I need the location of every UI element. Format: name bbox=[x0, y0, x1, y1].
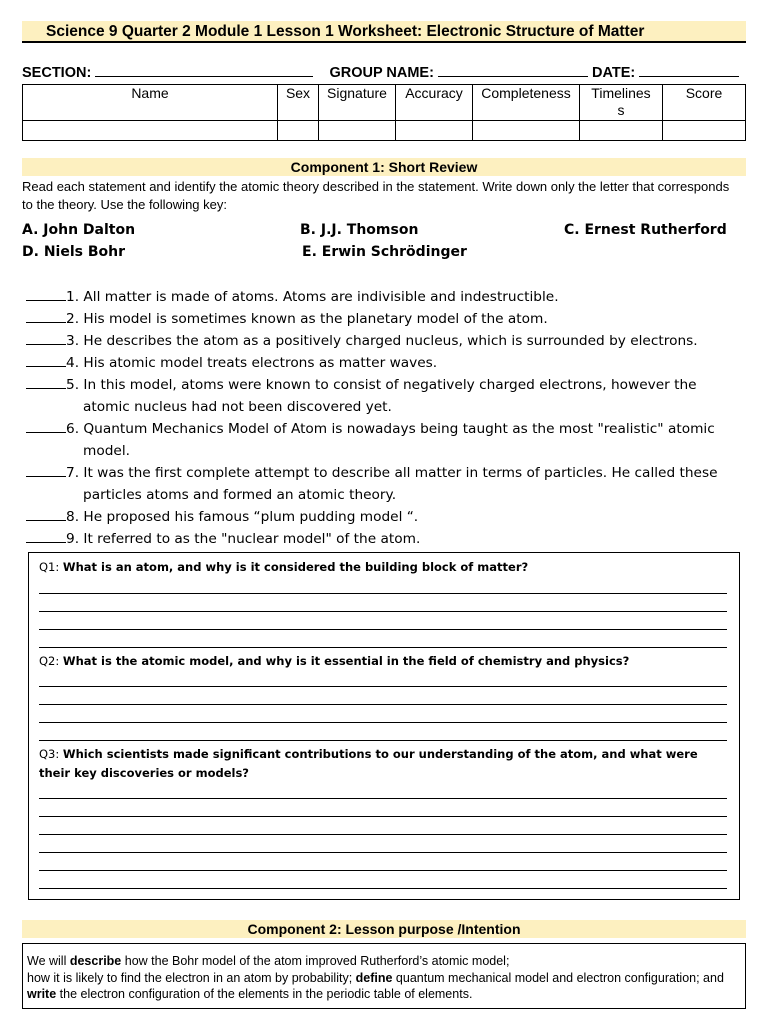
question-1: Q1: What is an atom, and why is it considered the building block of matter? bbox=[39, 560, 529, 574]
lesson-purpose bbox=[22, 943, 746, 1009]
question-3: Q3: Which scientists made significant contributions to our understanding of the atom, and what were their key discoveries or models? bbox=[39, 747, 698, 780]
answer-line[interactable] bbox=[39, 611, 727, 612]
header-accuracy: Accuracy bbox=[396, 85, 473, 121]
item-text: 5. In this model, atoms were known to consist of negatively charged electrons, however the bbox=[66, 377, 697, 393]
header-timeliness bbox=[580, 85, 663, 121]
answer-line[interactable] bbox=[39, 888, 727, 889]
answer-blank[interactable] bbox=[26, 286, 66, 301]
answer-line[interactable] bbox=[39, 593, 727, 594]
purpose-text: how it is likely to find the electron in an atom by probability; bbox=[27, 970, 356, 985]
component1-heading: Component 1: Short Review bbox=[22, 158, 746, 176]
header-timeliness-line2: s bbox=[617, 102, 625, 118]
item-text: 3. He describes the atom as a positively charged nucleus, which is surrounded by electrons. bbox=[66, 333, 698, 349]
review-item bbox=[26, 462, 746, 506]
key-c: C. Ernest Rutherford bbox=[564, 222, 727, 238]
review-item bbox=[26, 374, 746, 418]
review-item bbox=[26, 528, 746, 550]
review-item bbox=[26, 286, 746, 308]
entry-completeness-cell[interactable] bbox=[473, 121, 580, 141]
purpose-bold: write bbox=[27, 987, 57, 1001]
review-item bbox=[26, 308, 746, 330]
item-text: 8. He proposed his famous “plum pudding model “. bbox=[66, 509, 419, 525]
review-item bbox=[26, 506, 746, 528]
section-blank[interactable] bbox=[95, 64, 313, 77]
answer-line[interactable] bbox=[39, 686, 727, 687]
question-label: Q1 bbox=[39, 560, 56, 574]
answer-blank[interactable] bbox=[26, 418, 66, 433]
group-name-blank[interactable] bbox=[438, 64, 588, 77]
worksheet-title: Science 9 Quarter 2 Module 1 Lesson 1 Worksheet: Electronic Structure of Matter bbox=[22, 21, 746, 43]
entry-accuracy-cell[interactable] bbox=[396, 121, 473, 141]
question-label: Q2 bbox=[39, 654, 56, 668]
answer-line[interactable] bbox=[39, 852, 727, 853]
item-text: 2. His model is sometimes known as the planetary model of the atom. bbox=[66, 311, 548, 327]
entry-sex-cell[interactable] bbox=[278, 121, 319, 141]
question-text: What is an atom, and why is it considered the building block of matter? bbox=[62, 560, 529, 574]
section-label: SECTION: bbox=[22, 65, 92, 81]
date-blank[interactable] bbox=[639, 64, 739, 77]
grading-entry-row bbox=[23, 121, 746, 141]
item-text: 1. All matter is made of atoms. Atoms are indivisible and indestructible. bbox=[66, 289, 559, 305]
entry-name-cell[interactable] bbox=[23, 121, 278, 141]
item-text-continued: particles atoms and formed an atomic theory. bbox=[83, 487, 397, 503]
purpose-text: quantum mechanical model and electron configuration; and bbox=[392, 970, 724, 985]
date-label: DATE: bbox=[591, 65, 636, 81]
grading-header-row bbox=[23, 85, 746, 121]
header-timeliness-line1: Timelines bbox=[591, 85, 651, 101]
entry-timeliness-cell[interactable] bbox=[580, 121, 663, 141]
item-text-continued: atomic nucleus had not been discovered yet. bbox=[83, 399, 392, 415]
purpose-text: the electron configuration of the elements in the periodic table of elements. bbox=[56, 987, 473, 1001]
questions-box bbox=[28, 552, 740, 900]
question-text: Which scientists made significant contributions to our understanding of the atom, and what were their key discoveries or models? bbox=[39, 747, 698, 780]
header-completeness: Completeness bbox=[473, 85, 580, 121]
entry-signature-cell[interactable] bbox=[319, 121, 396, 141]
header-sex: Sex bbox=[278, 85, 319, 121]
question-2: Q2: What is the atomic model, and why is it essential in the field of chemistry and physics? bbox=[39, 654, 630, 668]
answer-blank[interactable] bbox=[26, 506, 66, 521]
review-item bbox=[26, 352, 746, 374]
review-item bbox=[26, 330, 746, 352]
answer-line[interactable] bbox=[39, 722, 727, 723]
answer-blank[interactable] bbox=[26, 374, 66, 389]
item-text-continued: model. bbox=[83, 443, 130, 459]
answer-blank[interactable] bbox=[26, 330, 66, 345]
answer-line[interactable] bbox=[39, 798, 727, 799]
question-text: What is the atomic model, and why is it essential in the field of chemistry and physics? bbox=[62, 654, 630, 668]
answer-line[interactable] bbox=[39, 629, 727, 630]
group-name-label: GROUP NAME: bbox=[329, 65, 434, 81]
item-text: 6. Quantum Mechanics Model of Atom is nowadays being taught as the most "realistic" atomic bbox=[66, 421, 715, 437]
component1-instruction: Read each statement and identify the atomic theory described in the statement. Write down only the letter that corresponds to the theory. Use the following key: bbox=[22, 179, 730, 212]
item-text: 7. It was the first complete attempt to describe all matter in terms of particles. He called these bbox=[66, 465, 718, 481]
answer-line[interactable] bbox=[39, 704, 727, 705]
header-score: Score bbox=[663, 85, 746, 121]
header-signature: Signature bbox=[319, 85, 396, 121]
key-d: D. Niels Bohr bbox=[22, 244, 125, 260]
answer-line[interactable] bbox=[39, 816, 727, 817]
review-items bbox=[26, 286, 746, 550]
purpose-text: We will bbox=[27, 954, 70, 968]
answer-line[interactable] bbox=[39, 740, 727, 741]
header-name: Name bbox=[23, 85, 278, 121]
answer-line[interactable] bbox=[39, 870, 727, 871]
item-text: 9. It referred to as the "nuclear model" of the atom. bbox=[66, 531, 421, 547]
key-e: E. Erwin Schrödinger bbox=[302, 244, 467, 260]
answer-blank[interactable] bbox=[26, 462, 66, 477]
key-b: B. J.J. Thomson bbox=[300, 222, 419, 238]
key-a: A. John Dalton bbox=[22, 222, 136, 238]
answer-blank[interactable] bbox=[26, 528, 66, 543]
answer-blank[interactable] bbox=[26, 308, 66, 323]
purpose-bold: describe bbox=[69, 954, 122, 968]
grading-table bbox=[22, 84, 746, 141]
item-text: 4. His atomic model treats electrons as matter waves. bbox=[66, 355, 438, 371]
entry-score-cell[interactable] bbox=[663, 121, 746, 141]
purpose-text: how the Bohr model of the atom improved Rutherford’s atomic model; bbox=[121, 954, 510, 968]
review-item bbox=[26, 418, 746, 462]
purpose-bold: define bbox=[355, 970, 393, 985]
info-line bbox=[22, 64, 752, 81]
answer-line[interactable] bbox=[39, 647, 727, 648]
answer-blank[interactable] bbox=[26, 352, 66, 367]
answer-line[interactable] bbox=[39, 834, 727, 835]
component2-heading: Component 2: Lesson purpose /Intention bbox=[22, 920, 746, 938]
question-label: Q3 bbox=[39, 747, 56, 761]
